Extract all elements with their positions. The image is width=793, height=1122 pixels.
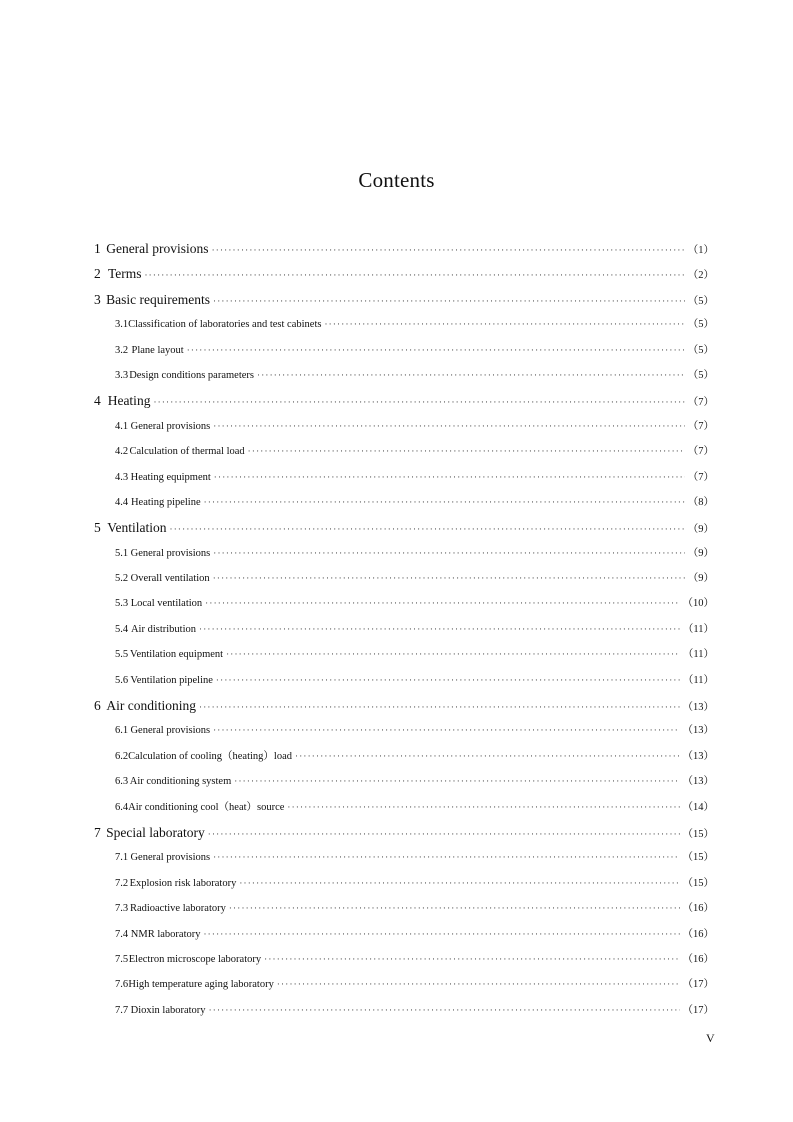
toc-entry-label: General provisions (130, 420, 211, 432)
toc-entry-number: 5.2 (115, 573, 129, 585)
toc-entry-label: Calculation of thermal load (129, 446, 245, 458)
toc-section-entry[interactable] (94, 769, 714, 794)
toc-section-entry[interactable] (94, 718, 714, 743)
dot-leader (295, 744, 679, 769)
toc-entry-number: 5.1 (115, 547, 129, 559)
dot-leader (213, 845, 679, 870)
dot-leader (234, 769, 679, 794)
toc-entry-number: 4.3 (115, 471, 129, 483)
toc-entry-page: （1） (687, 245, 714, 256)
toc-entry-label: Design conditions parameters (129, 369, 254, 381)
toc-section-entry[interactable] (94, 795, 714, 820)
toc-entry-label: Ventilation equipment (130, 649, 224, 661)
dot-leader (324, 312, 684, 337)
toc-entry-label: Ventilation (107, 520, 167, 536)
toc-entry-label: Plane layout (131, 344, 184, 356)
toc-entry-label: Heating pipeline (130, 496, 201, 508)
toc-section-entry[interactable] (94, 363, 714, 388)
dot-leader (187, 338, 685, 363)
toc-entry-label: Explosion risk laboratory (129, 877, 237, 889)
toc-entry-page: （5） (687, 295, 714, 307)
toc-entry-number: 7.6 (115, 979, 129, 991)
toc-entry-number: 4 (94, 393, 101, 409)
dot-leader (204, 490, 685, 515)
dot-leader (213, 566, 685, 591)
toc-entry-label: Radioactive laboratory (129, 903, 226, 915)
dot-leader (144, 263, 684, 286)
table-of-contents (94, 236, 714, 1023)
toc-entry-label: Air distribution (130, 623, 196, 635)
toc-section-entry[interactable] (94, 566, 714, 591)
toc-entry-number: 4.4 (115, 496, 129, 508)
toc-entry-page: （5） (687, 344, 714, 356)
toc-section-entry[interactable] (94, 312, 714, 337)
toc-entry-label: High temperature aging laboratory (128, 979, 274, 991)
toc-entry-number: 6.1 (115, 725, 129, 737)
toc-entry-page: （7） (687, 446, 714, 458)
dot-leader (214, 465, 685, 490)
toc-entry-label: Overall ventilation (130, 573, 210, 585)
toc-section-entry[interactable] (94, 668, 714, 693)
toc-chapter-entry[interactable] (94, 515, 714, 540)
toc-chapter-entry[interactable] (94, 388, 714, 413)
dot-leader (213, 289, 685, 312)
toc-entry-number: 6.4 (115, 801, 129, 813)
toc-chapter-entry[interactable] (94, 693, 714, 718)
toc-entry-number: 3.1 (115, 319, 129, 331)
dot-leader (153, 390, 684, 413)
toc-chapter-entry[interactable] (94, 236, 714, 261)
toc-entry-page: （9） (687, 573, 714, 585)
toc-entry-page: （7） (687, 397, 714, 409)
toc-entry-page: （5） (687, 369, 714, 381)
toc-entry-number: 6 (94, 698, 101, 714)
toc-entry-label: Heating (107, 393, 151, 409)
toc-entry-label: General provisions (130, 852, 211, 864)
dot-leader (248, 439, 685, 464)
toc-entry-number: 5.3 (115, 598, 129, 610)
dot-leader (208, 822, 680, 845)
dot-leader (216, 668, 680, 693)
toc-entry-number: 5 (94, 520, 101, 536)
toc-chapter-entry[interactable] (94, 820, 714, 845)
toc-entry-page: （16） (682, 953, 714, 965)
toc-entry-page: （9） (687, 524, 714, 536)
toc-entry-page: （15） (682, 852, 714, 864)
toc-entry-label: Dioxin laboratory (130, 1004, 206, 1016)
toc-entry-label: Basic requirements (106, 291, 211, 307)
toc-entry-page: （5） (687, 319, 714, 331)
toc-entry-number: 4.1 (115, 420, 129, 432)
toc-entry-label: Calculation of cooling（heating）load (128, 750, 293, 762)
toc-entry-number: 7.2 (115, 877, 129, 889)
toc-chapter-entry[interactable] (94, 261, 714, 286)
toc-entry-number: 3.2 (115, 344, 129, 356)
toc-entry-label: Electron microscope laboratory (128, 953, 262, 965)
toc-section-entry[interactable] (94, 922, 714, 947)
toc-entry-number: 5.4 (115, 623, 129, 635)
toc-entry-number: 2 (94, 266, 101, 282)
toc-entry-label: Classification of laboratories and test cabinets (128, 319, 322, 331)
toc-section-entry[interactable] (94, 591, 714, 616)
dot-leader (226, 642, 680, 667)
toc-entry-label: Heating equipment (130, 471, 211, 483)
toc-section-entry[interactable] (94, 439, 714, 464)
dot-leader (213, 414, 685, 439)
toc-entry-page: （8） (687, 496, 714, 508)
toc-entry-page: （10） (682, 598, 714, 610)
toc-entry-number: 4.2 (115, 446, 129, 458)
dot-leader (199, 695, 679, 718)
toc-entry-page: （13） (682, 750, 714, 762)
toc-entry-page: （16） (682, 928, 714, 940)
dot-leader (199, 617, 680, 642)
toc-entry-label: Ventilation pipeline (130, 674, 213, 686)
toc-chapter-entry[interactable] (94, 287, 714, 312)
dot-leader (287, 795, 679, 820)
toc-entry-number: 6.2 (115, 750, 129, 762)
dot-leader (277, 972, 680, 997)
page-number: V (706, 1031, 715, 1045)
toc-section-entry[interactable] (94, 414, 714, 439)
toc-section-entry[interactable] (94, 871, 714, 896)
toc-entry-page: （13） (682, 702, 714, 714)
dot-leader (203, 922, 679, 947)
toc-section-entry[interactable] (94, 947, 714, 972)
toc-entry-number: 7.1 (115, 852, 129, 864)
toc-entry-label: NMR laboratory (130, 928, 201, 940)
toc-entry-number: 1 (94, 241, 101, 256)
toc-section-entry[interactable] (94, 972, 714, 997)
toc-entry-page: （11） (682, 674, 714, 686)
dot-leader (212, 238, 685, 261)
toc-entry-label: Air conditioning cool（heat）source (128, 801, 285, 813)
toc-entry-label: Terms (107, 266, 142, 282)
toc-entry-page: （13） (682, 776, 714, 788)
toc-entry-number: 3 (94, 291, 101, 307)
toc-entry-label: Air conditioning (106, 698, 197, 714)
toc-entry-number: 7.7 (115, 1004, 129, 1016)
dot-leader (229, 896, 680, 921)
toc-section-entry[interactable] (94, 617, 714, 642)
toc-entry-page: （14） (682, 801, 714, 813)
dot-leader (205, 591, 679, 616)
toc-entry-page: （11） (682, 649, 714, 661)
dot-leader (257, 363, 685, 388)
dot-leader (213, 718, 679, 743)
toc-section-entry[interactable] (94, 896, 714, 921)
toc-entry-page: （17） (682, 979, 714, 991)
dot-leader (209, 998, 680, 1023)
toc-section-entry[interactable] (94, 642, 714, 667)
dot-leader (213, 541, 685, 566)
toc-entry-page: （13） (682, 725, 714, 737)
toc-entry-page: （15） (682, 877, 714, 889)
toc-entry-number: 7.3 (115, 903, 129, 915)
toc-entry-label: Special laboratory (106, 824, 205, 840)
toc-entry-label: Local ventilation (130, 598, 203, 610)
toc-section-entry[interactable] (94, 845, 714, 870)
page-title: Contents (358, 168, 435, 192)
toc-section-entry[interactable] (94, 541, 714, 566)
toc-entry-page: （16） (682, 903, 714, 915)
dot-leader (239, 871, 679, 896)
toc-entry-page: （11） (682, 623, 714, 635)
toc-entry-page: （2） (687, 270, 714, 282)
toc-entry-page: （7） (687, 471, 714, 483)
toc-entry-page: （7） (687, 420, 714, 432)
dot-leader (170, 517, 685, 540)
dot-leader (264, 947, 679, 972)
toc-section-entry[interactable] (94, 744, 714, 769)
toc-entry-number: 7 (94, 824, 101, 840)
toc-entry-number: 5.5 (115, 649, 129, 661)
toc-section-entry[interactable] (94, 465, 714, 490)
toc-entry-label: Air conditioning system (129, 776, 232, 788)
toc-entry-page: （9） (687, 547, 714, 559)
toc-entry-number: 5.6 (115, 674, 129, 686)
toc-section-entry[interactable] (94, 338, 714, 363)
toc-section-entry[interactable] (94, 490, 714, 515)
toc-entry-number: 6.3 (115, 776, 129, 788)
toc-entry-label: General provisions (130, 547, 211, 559)
toc-entry-page: （15） (682, 828, 714, 840)
toc-entry-number: 7.4 (115, 928, 129, 940)
toc-entry-page: （17） (682, 1004, 714, 1016)
toc-entry-label: General provisions (130, 725, 211, 737)
toc-entry-number: 7.5 (115, 953, 129, 965)
toc-section-entry[interactable] (94, 998, 714, 1023)
toc-entry-label: General provisions (106, 241, 209, 256)
toc-entry-number: 3.3 (115, 369, 129, 381)
